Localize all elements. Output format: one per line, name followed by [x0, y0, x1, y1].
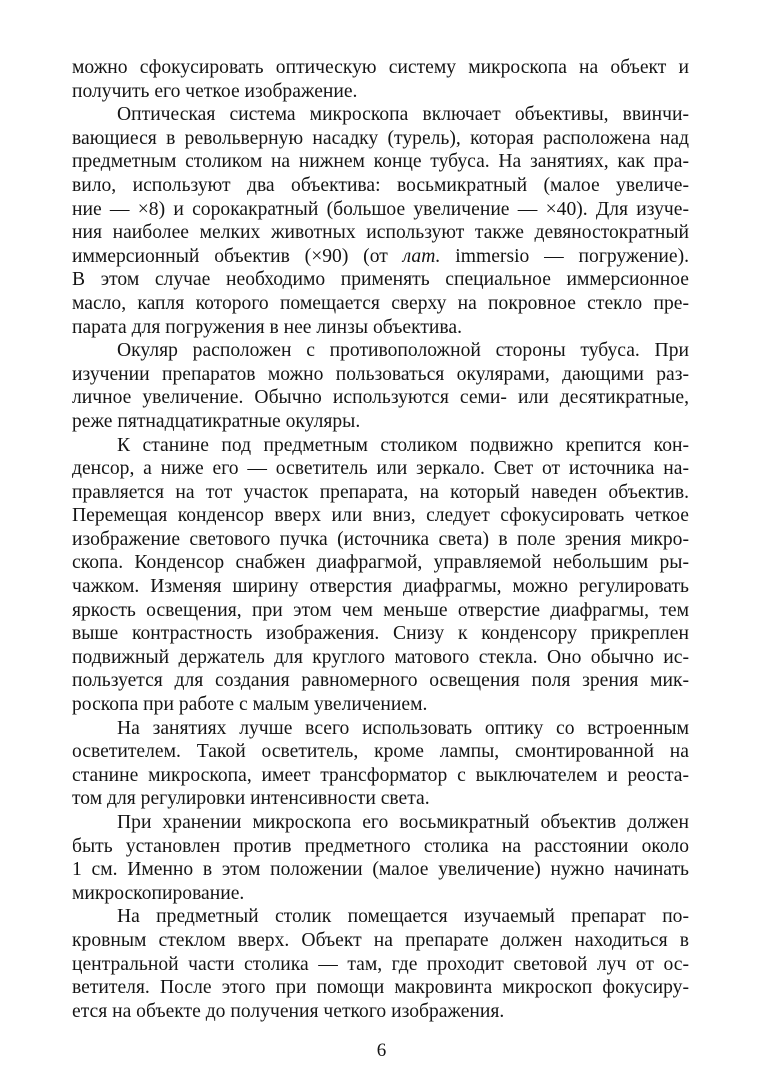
text-line: реже пятнадцатикратные окуляры. — [72, 410, 361, 432]
text-line: яркость освещения, при этом чем меньше отверстие диафрагмы, тем — [72, 599, 689, 621]
text-line: роскопа при работе с малым увеличением. — [72, 694, 428, 716]
text-line: ния наиболее мелких животных используют также девяностократный — [72, 222, 689, 244]
text-line: На занятиях лучше всего использовать оптику со встроенным — [117, 717, 689, 739]
page-number: 6 — [376, 1040, 387, 1061]
text-line: можно сфокусировать оптическую систему микроскопа на объект и — [72, 57, 689, 78]
text-line: изучении препаратов можно пользоваться окулярами, дающими раз- — [72, 363, 689, 385]
paragraph — [72, 56, 689, 103]
text-line: получить его четкое изображение. — [72, 80, 358, 102]
paragraph — [72, 103, 689, 339]
text-line: предметным столиком на нижнем конце тубуса. На занятиях, как пра- — [72, 151, 689, 173]
text-line: При хранении микроскопа его восьмикратный объектив должен — [117, 812, 689, 833]
text-line: чажком. Изменяя ширину отверстия диафрагмы, можно регулировать — [72, 576, 689, 598]
text-line: денсор, а ниже его — осветитель или зеркало. Свет от источника на- — [72, 458, 689, 480]
paragraph — [72, 717, 689, 811]
text-line: масло, капля которого помещается сверху на покровное стекло пре- — [72, 292, 689, 314]
text-line: личное увеличение. Обычно используются семи- или десятикратные, — [72, 387, 689, 409]
text-line: правляется на тот участок препарата, на который наведен объектив. — [72, 481, 689, 503]
text-line: выше контрастность изображения. Снизу к конденсору прикреплен — [72, 623, 689, 645]
paragraph — [72, 339, 689, 433]
paragraph — [72, 434, 689, 717]
text-line: ние — ×8) и сорокакратный (большое увеличение — ×40). Для изуче- — [72, 198, 689, 220]
text-line: На предметный столик помещается изучаемый препарат по- — [117, 906, 689, 928]
text-line: станине микроскопа, имеет трансформатор с выключателем и реоста- — [72, 764, 689, 786]
text-line: вающиеся в револьверную насадку (турель), которая расположена над — [72, 127, 689, 149]
text-line: пользуется для создания равномерного освещения поля зрения мик- — [72, 670, 689, 692]
text-line: парата для погружения в нее линзы объектива. — [72, 316, 462, 338]
text-line: Перемещая конденсор вверх или вниз, следует сфокусировать четкое — [72, 505, 689, 527]
text-line: изображение светового пучка (источника света) в поле зрения микро- — [72, 528, 689, 550]
text-line: К станине под предметным столиком подвижно крепится кон- — [117, 434, 689, 456]
paragraph — [72, 811, 689, 905]
text-line: вило, используют два объектива: восьмикратный (малое увеличе- — [72, 174, 689, 196]
text-line: Оптическая система микроскопа включает объективы, ввинчи- — [117, 104, 689, 126]
text-line: 1 см. Именно в этом положении (малое увеличение) нужно начинать — [72, 859, 689, 881]
text-line: быть установлен против предметного столика на расстоянии около — [72, 835, 689, 857]
text-line: центральной части столика — там, где проходит световой луч от ос- — [72, 953, 689, 975]
text-line: В этом случае необходимо применять специальное иммерсионное — [72, 269, 689, 291]
italic-term: лат. — [402, 245, 441, 267]
document-body — [72, 56, 689, 1023]
text-line: Окуляр расположен с противоположной стороны тубуса. При — [117, 340, 689, 362]
text-line: ветителя. После этого при помощи макровинта микроскоп фокусиру- — [72, 977, 689, 999]
paragraph — [72, 905, 689, 1023]
text-line: осветителем. Такой осветитель, кроме лампы, смонтированной на — [72, 741, 689, 763]
text-line: кровным стеклом вверх. Объект на препарате должен находиться в — [72, 929, 689, 951]
text-line: иммерсионный объектив (×90) (от лат. immersio — погружение). — [72, 245, 690, 267]
text-line: подвижный держатель для круглого матового стекла. Оно обычно ис- — [72, 646, 689, 668]
text-line: том для регулировки интенсивности света. — [72, 788, 430, 810]
text-line: микроскопирование. — [72, 882, 245, 904]
text-line: скопа. Конденсор снабжен диафрагмой, управляемой небольшим ры- — [72, 552, 689, 574]
text-line: ется на объекте до получения четкого изображения. — [72, 1000, 505, 1022]
